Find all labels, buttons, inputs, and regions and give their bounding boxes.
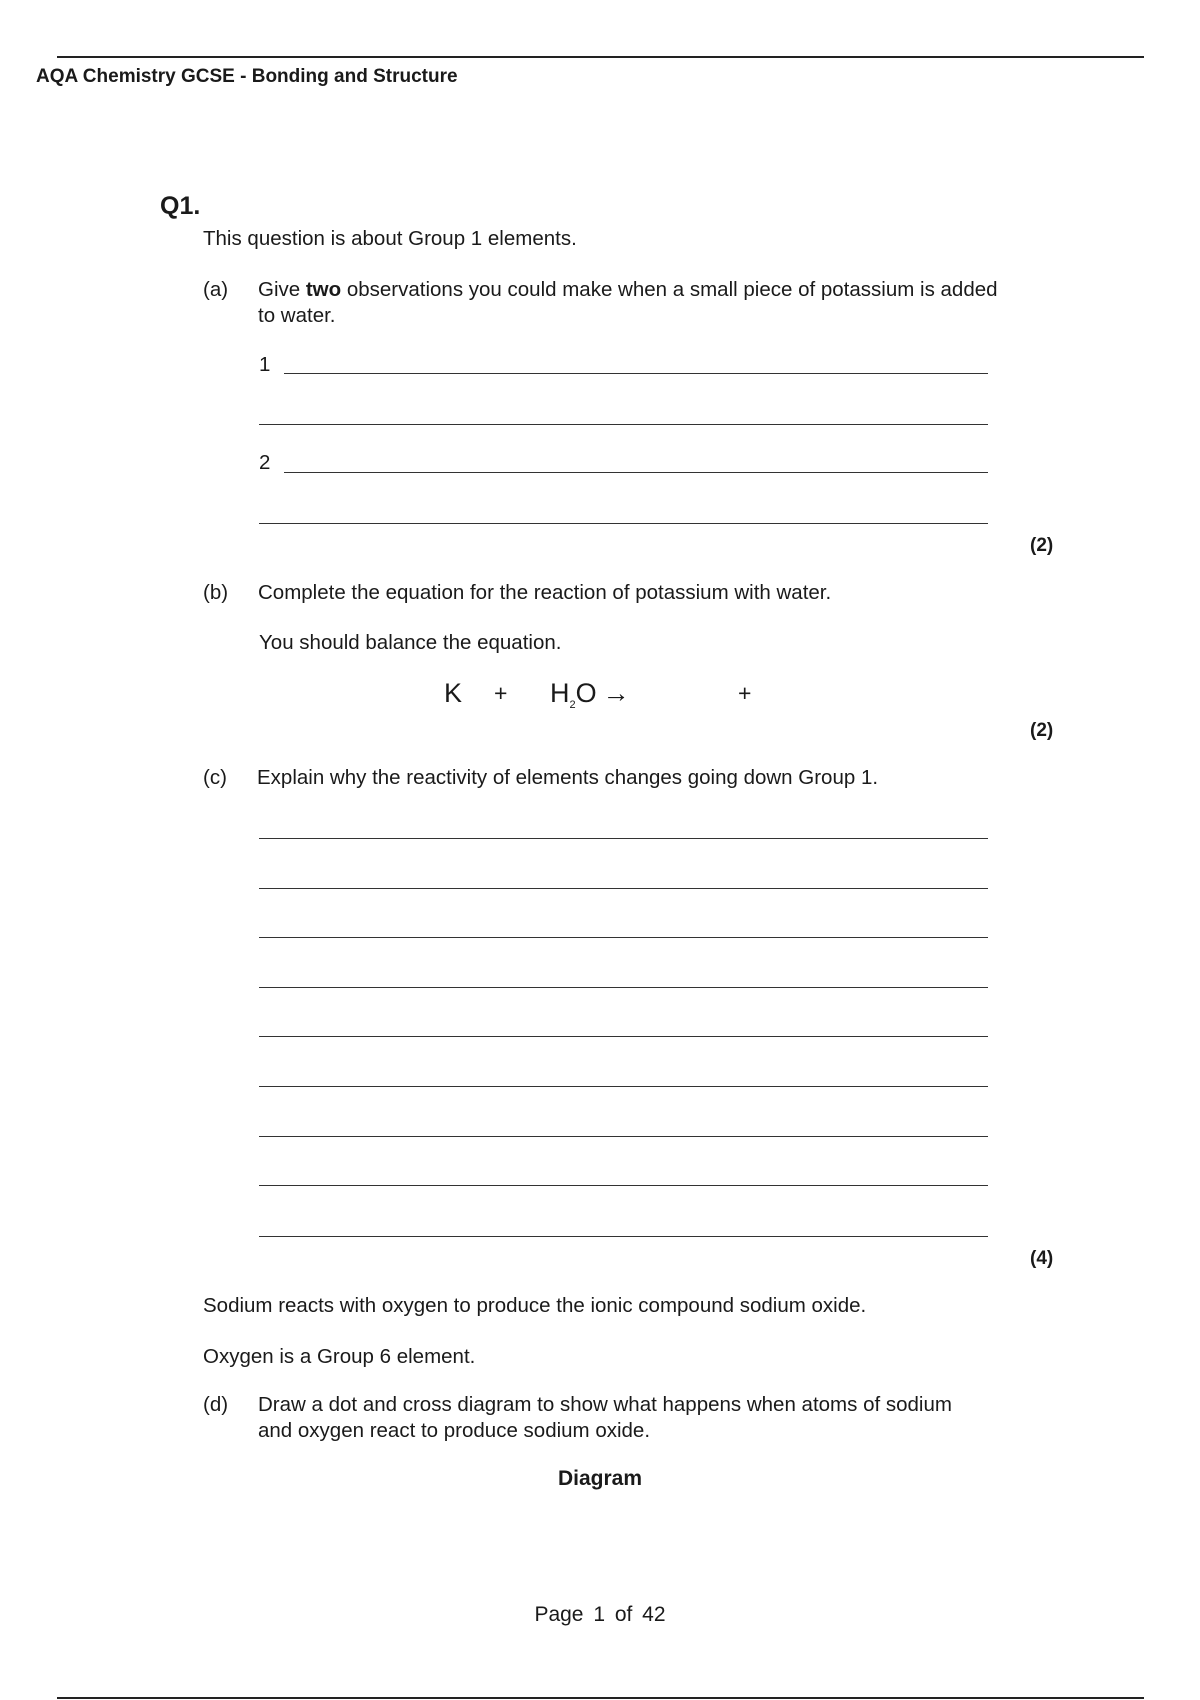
part-a-text-pre: Give xyxy=(258,278,306,301)
answer-line[interactable] xyxy=(259,937,988,938)
answer-line[interactable] xyxy=(259,1036,988,1037)
answer-line[interactable] xyxy=(259,1086,988,1087)
answer-line[interactable] xyxy=(259,987,988,988)
answer-line[interactable] xyxy=(259,523,988,524)
part-a-text-bold: two xyxy=(305,278,342,301)
answer-line[interactable] xyxy=(259,1236,988,1237)
diagram-label: Diagram xyxy=(557,1467,643,1490)
part-a-label: (a) xyxy=(203,278,229,301)
answer-line[interactable] xyxy=(284,472,988,473)
header-rule xyxy=(57,56,1144,58)
context-oxygen-group: Oxygen is a Group 6 element. xyxy=(203,1345,476,1368)
part-c-marks: (4) xyxy=(1030,1248,1054,1269)
equation-reactant-water xyxy=(550,678,630,709)
part-b-instruction: You should balance the equation. xyxy=(259,631,562,654)
equation-plus: + xyxy=(494,680,508,706)
equation-reactant-k: K xyxy=(444,678,463,708)
part-b-question: Complete the equation for the reaction of potassium with water. xyxy=(258,581,832,604)
part-a-text-post: observations you could make when a small piece of potassium is added to water. xyxy=(258,278,998,327)
part-d-question: Draw a dot and cross diagram to show what happens when atoms of sodium and oxygen react to produce sodium oxide. xyxy=(258,1393,952,1442)
answer-number-2: 2 xyxy=(259,451,271,474)
water-o: O xyxy=(575,678,597,708)
answer-line[interactable] xyxy=(284,373,988,374)
footer-rule xyxy=(57,1697,1144,1699)
answer-line[interactable] xyxy=(259,1185,988,1186)
part-b-marks: (2) xyxy=(1030,720,1054,741)
document-title: AQA Chemistry GCSE - Bonding and Structure xyxy=(36,66,458,87)
part-a-marks: (2) xyxy=(1030,535,1054,556)
water-h: H xyxy=(550,678,570,708)
answer-line[interactable] xyxy=(259,1136,988,1137)
context-sodium-oxide: Sodium reacts with oxygen to produce the ionic compound sodium oxide. xyxy=(203,1294,867,1317)
water-subscript: 2 xyxy=(569,699,576,711)
answer-line[interactable] xyxy=(259,838,988,839)
answer-line[interactable] xyxy=(259,424,988,425)
part-c-label: (c) xyxy=(203,766,227,789)
equation-plus-products: + xyxy=(738,680,752,706)
question-number: Q1. xyxy=(160,192,201,220)
part-a-question xyxy=(258,277,998,329)
equation-arrow: → xyxy=(602,678,630,708)
answer-line[interactable] xyxy=(259,888,988,889)
part-d-label: (d) xyxy=(203,1393,229,1416)
answer-number-1: 1 xyxy=(259,353,271,376)
page-number: Page 1 of 42 xyxy=(534,1603,666,1626)
part-b-label: (b) xyxy=(203,581,229,604)
question-intro: This question is about Group 1 elements. xyxy=(203,227,577,250)
part-c-question: Explain why the reactivity of elements changes going down Group 1. xyxy=(257,766,879,789)
